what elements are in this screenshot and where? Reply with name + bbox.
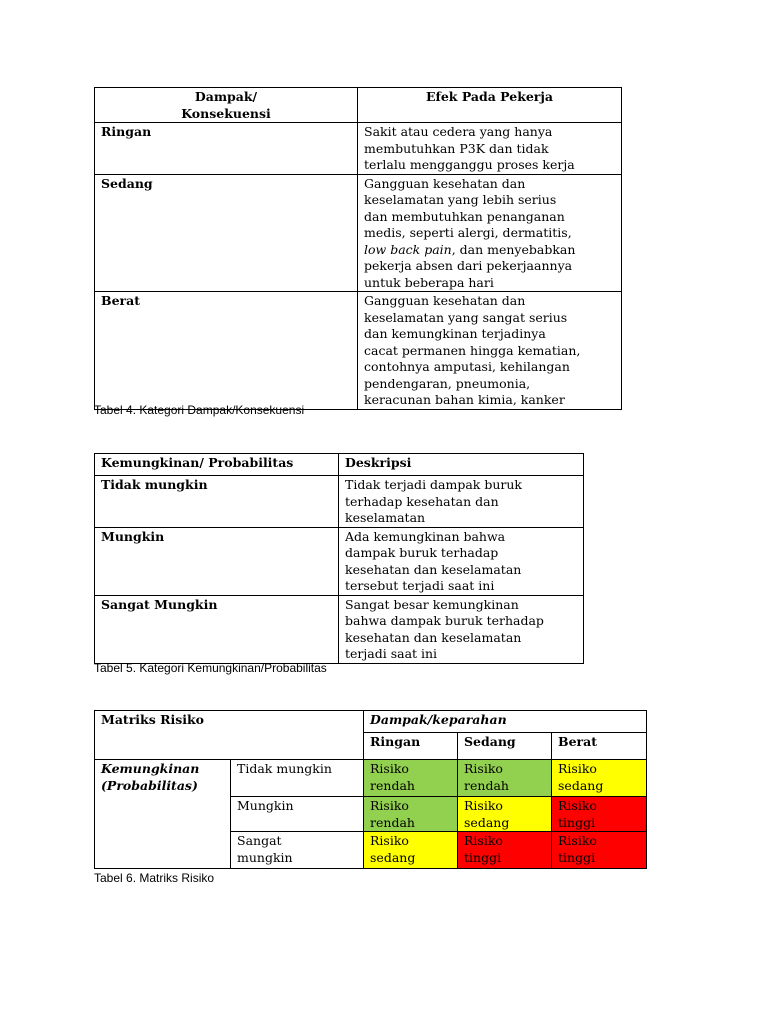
likelihood-header: Kemungkinan (Probabilitas) bbox=[95, 760, 231, 869]
level-tidak-mungkin: Tidak mungkin bbox=[95, 476, 339, 528]
impact-col-ringan: Ringan bbox=[364, 733, 458, 760]
effect-sedang bbox=[358, 174, 622, 292]
header-deskripsi: Deskripsi bbox=[339, 454, 584, 476]
risk-cell: Risiko rendah bbox=[364, 760, 458, 797]
risk-cell: Risiko rendah bbox=[458, 760, 552, 797]
table-header-row bbox=[95, 711, 647, 733]
desc-sangat-mungkin: Sangat besar kemungkinan bahwa dampak buruk terhadap kesehatan dan keselamatan terjadi saat ini bbox=[339, 595, 584, 663]
table-header-row bbox=[95, 88, 622, 123]
risk-cell: Risiko sedang bbox=[552, 760, 647, 797]
matrix-title: Matriks Risiko bbox=[95, 711, 364, 760]
table-row bbox=[95, 476, 584, 528]
table-row bbox=[95, 527, 584, 595]
level-sangat-mungkin: Sangat Mungkin bbox=[95, 595, 339, 663]
table-matriks-risiko bbox=[94, 710, 647, 869]
row-label-sangat-mungkin: Sangat mungkin bbox=[231, 832, 364, 869]
desc-tidak-mungkin: Tidak terjadi dampak buruk terhadap kesehatan dan keselamatan bbox=[339, 476, 584, 528]
row-label-tidak-mungkin: Tidak mungkin bbox=[231, 760, 364, 797]
effect-sedang-part2: , dan menyebabkan pekerja absen dari pekerjaannya untuk beberapa hari bbox=[364, 241, 576, 290]
level-sedang: Sedang bbox=[95, 174, 358, 292]
effect-sedang-part1: Gangguan kesehatan dan keselamatan yang lebih serius dan membutuhkan penanganan medis, seperti alergi, dermatitis, bbox=[364, 175, 572, 240]
table-row bbox=[95, 595, 584, 663]
impact-header: Dampak/keparahan bbox=[364, 711, 647, 733]
table-dampak-konsekuensi bbox=[94, 87, 622, 410]
risk-cell: Risiko tinggi bbox=[552, 797, 647, 832]
risk-cell: Risiko rendah bbox=[364, 797, 458, 832]
impact-col-sedang: Sedang bbox=[458, 733, 552, 760]
row-label-mungkin: Mungkin bbox=[231, 797, 364, 832]
effect-sedang-italic: low back pain bbox=[364, 241, 452, 257]
level-mungkin: Mungkin bbox=[95, 527, 339, 595]
desc-mungkin: Ada kemungkinan bahwa dampak buruk terhadap kesehatan dan keselamatan tersebut terjadi saat ini bbox=[339, 527, 584, 595]
caption-table5: Tabel 5. Kategori Kemungkinan/Probabilitas bbox=[94, 661, 327, 675]
caption-table6: Tabel 6. Matriks Risiko bbox=[94, 871, 215, 885]
table-row bbox=[95, 123, 622, 175]
table-kemungkinan bbox=[94, 453, 584, 664]
risk-cell: Risiko tinggi bbox=[552, 832, 647, 869]
effect-berat: Gangguan kesehatan dan keselamatan yang sangat serius dan kemungkinan terjadinya cacat permanen hingga kematian, contohnya amputasi, kehilangan pendengaran, pneumonia, keracunan bahan kimia, kanker bbox=[358, 292, 622, 410]
risk-cell: Risiko sedang bbox=[364, 832, 458, 869]
level-berat: Berat bbox=[95, 292, 358, 410]
table-row bbox=[95, 174, 622, 292]
header-dampak: Dampak/ Konsekuensi bbox=[95, 88, 358, 123]
header-efek: Efek Pada Pekerja bbox=[358, 88, 622, 123]
header-kemungkinan: Kemungkinan/ Probabilitas bbox=[95, 454, 339, 476]
table-row bbox=[95, 292, 622, 410]
risk-cell: Risiko tinggi bbox=[458, 832, 552, 869]
table-header-row bbox=[95, 454, 584, 476]
level-ringan: Ringan bbox=[95, 123, 358, 175]
effect-ringan: Sakit atau cedera yang hanya membutuhkan P3K dan tidak terlalu mengganggu proses kerja bbox=[358, 123, 622, 175]
table-row bbox=[95, 760, 647, 797]
impact-col-berat: Berat bbox=[552, 733, 647, 760]
caption-table4: Tabel 4. Kategori Dampak/Konsekuensi bbox=[94, 403, 305, 417]
risk-cell: Risiko sedang bbox=[458, 797, 552, 832]
